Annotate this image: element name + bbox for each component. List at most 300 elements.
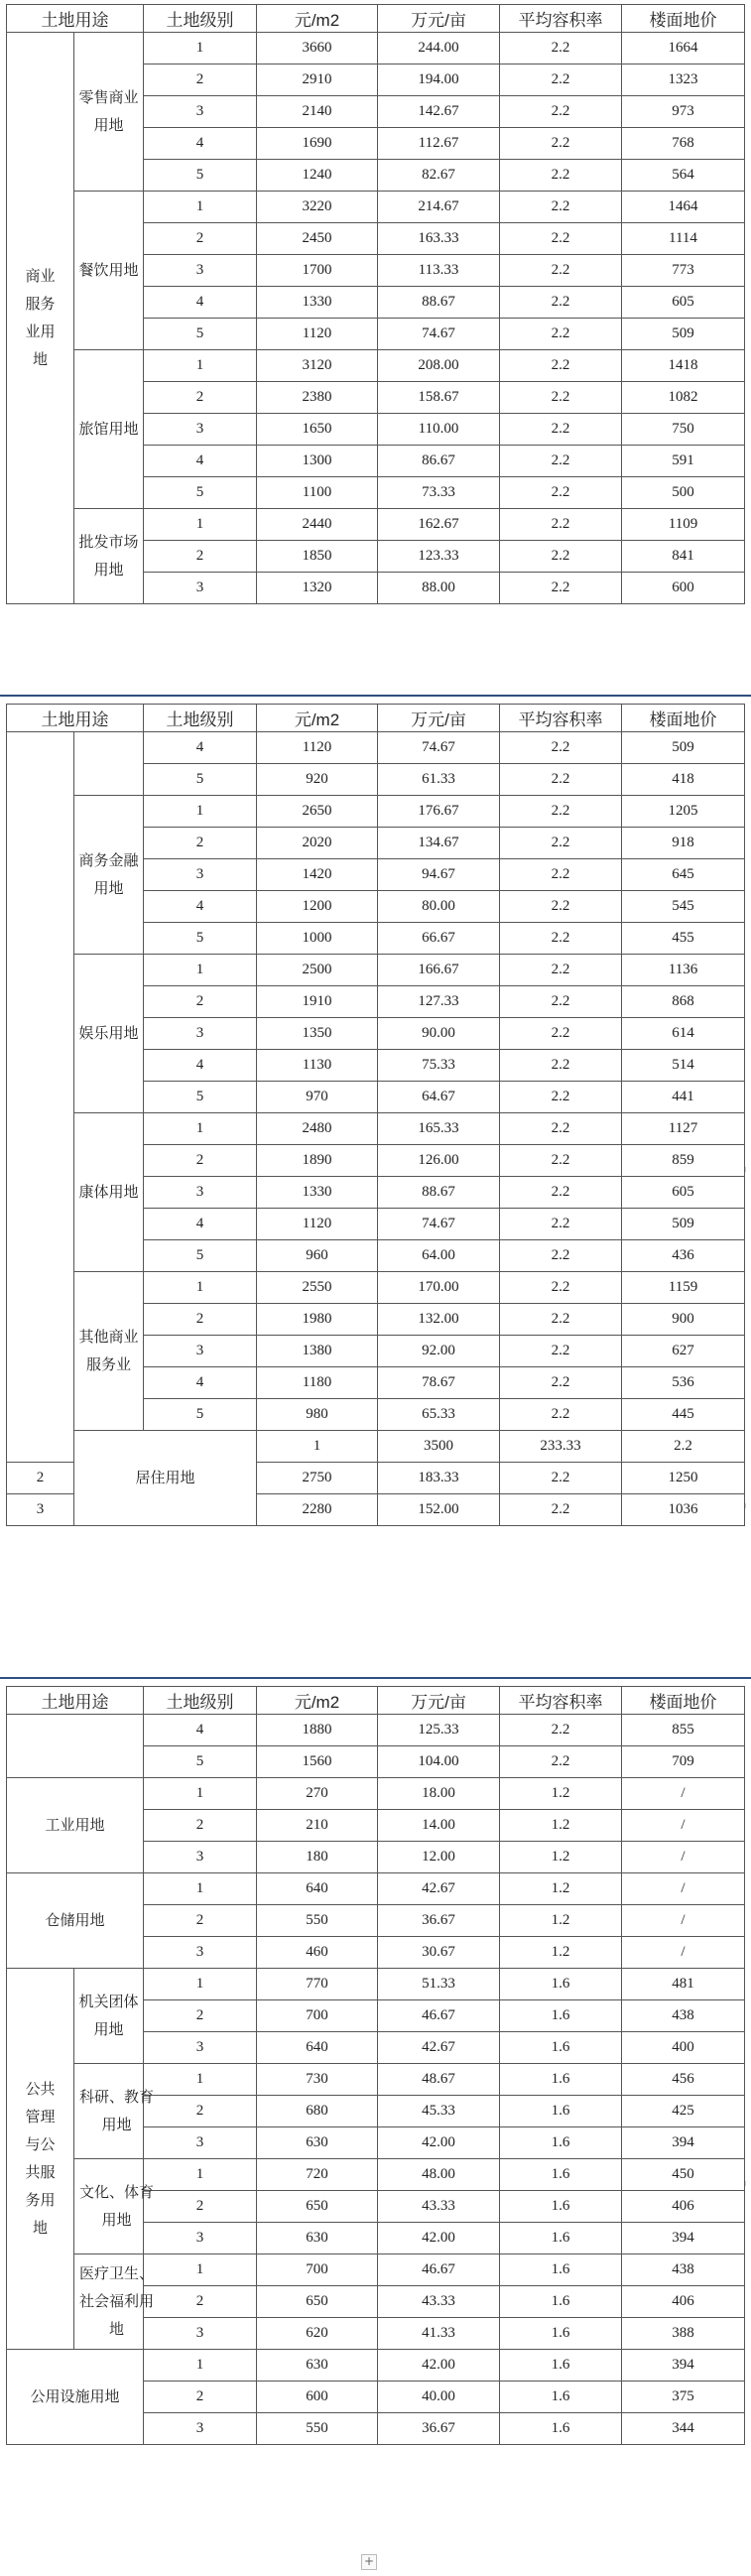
land-grade: 1: [144, 2254, 257, 2286]
land-use-subcategory: 其他商业服务业: [74, 1272, 144, 1431]
price-per-m2: 1420: [257, 859, 378, 891]
land-grade: 2: [7, 1463, 74, 1494]
land-grade: 5: [144, 923, 257, 955]
floor-price: 509: [622, 1209, 745, 1240]
price-per-mu: 41.33: [378, 2318, 500, 2350]
avg-plot-ratio: 2.2: [500, 1494, 622, 1526]
price-per-m2: 1690: [257, 128, 378, 160]
floor-price: 773: [622, 255, 745, 287]
price-per-m2: 1240: [257, 160, 378, 192]
land-use-subcategory: 康体用地: [74, 1113, 144, 1272]
avg-plot-ratio: 2.2: [500, 128, 622, 160]
price-per-mu: 18.00: [378, 1778, 500, 1810]
floor-price: 614: [622, 1018, 745, 1050]
price-per-mu: 90.00: [378, 1018, 500, 1050]
table-row: [7, 509, 745, 541]
table-row: [7, 1778, 745, 1810]
price-per-m2: 1120: [257, 319, 378, 350]
land-price-table-page-3: [6, 1686, 745, 2445]
price-per-mu: 82.67: [378, 160, 500, 192]
land-grade: 3: [144, 2223, 257, 2254]
avg-plot-ratio: 2.2: [500, 859, 622, 891]
avg-plot-ratio: 2.2: [500, 955, 622, 986]
price-per-mu: 75.33: [378, 1050, 500, 1082]
price-per-m2: 720: [257, 2159, 378, 2191]
land-grade: 5: [144, 1082, 257, 1113]
avg-plot-ratio: 2.2: [500, 764, 622, 796]
avg-plot-ratio: 1.6: [500, 2064, 622, 2096]
price-per-mu: 42.00: [378, 2127, 500, 2159]
floor-price: /: [622, 1842, 745, 1873]
price-per-mu: 12.00: [378, 1842, 500, 1873]
land-use-subcategory: 旅馆用地: [74, 350, 144, 509]
price-per-m2: 1330: [257, 1177, 378, 1209]
land-grade: 5: [144, 319, 257, 350]
land-use-subcategory: 娱乐用地: [74, 955, 144, 1113]
land-grade: 4: [144, 128, 257, 160]
land-grade: 3: [144, 1018, 257, 1050]
price-per-m2: 3660: [257, 33, 378, 64]
floor-price: 841: [622, 541, 745, 573]
floor-price: 394: [622, 2127, 745, 2159]
avg-plot-ratio: 2.2: [500, 96, 622, 128]
table-header-row: [7, 705, 745, 732]
land-use-category: 商业服务业用地: [7, 33, 74, 604]
column-header: 土地级别: [144, 705, 257, 732]
price-per-mu: 104.00: [378, 1746, 500, 1778]
column-header: 元/m2: [257, 705, 378, 732]
price-per-m2: 640: [257, 2032, 378, 2064]
avg-plot-ratio: 2.2: [500, 1018, 622, 1050]
floor-price: /: [622, 1810, 745, 1842]
floor-price: 545: [622, 891, 745, 923]
price-per-mu: 132.00: [378, 1304, 500, 1336]
land-grade: 4: [144, 1367, 257, 1399]
price-per-mu: 14.00: [378, 1810, 500, 1842]
table-row: [7, 1431, 745, 1463]
price-per-m2: 1910: [257, 986, 378, 1018]
price-per-mu: 42.00: [378, 2350, 500, 2382]
price-per-m2: 1320: [257, 573, 378, 604]
price-per-mu: 86.67: [378, 446, 500, 477]
price-per-m2: 680: [257, 2096, 378, 2127]
land-grade: 5: [144, 477, 257, 509]
price-per-m2: 270: [257, 1778, 378, 1810]
price-per-m2: 770: [257, 1969, 378, 2000]
floor-price: 438: [622, 2254, 745, 2286]
price-per-m2: 1850: [257, 541, 378, 573]
price-per-mu: 42.67: [378, 2032, 500, 2064]
land-price-table-page-1: [6, 4, 745, 604]
floor-price: 375: [622, 2382, 745, 2413]
column-header: 楼面地价: [622, 705, 745, 732]
land-use-category: 公共管理与公共服务用地: [7, 1969, 74, 2350]
land-grade: 1: [144, 350, 257, 382]
avg-plot-ratio: 1.6: [500, 2096, 622, 2127]
price-per-mu: 208.00: [378, 350, 500, 382]
price-per-m2: 1890: [257, 1145, 378, 1177]
table-row: [7, 350, 745, 382]
price-per-mu: 94.67: [378, 859, 500, 891]
page-edge-mark: [745, 1167, 751, 1172]
land-use-subcategory: 医疗卫生、社会福利用地: [74, 2254, 144, 2350]
land-grade: 1: [144, 33, 257, 64]
price-per-mu: 244.00: [378, 33, 500, 64]
floor-price: 1418: [622, 350, 745, 382]
price-per-m2: 1650: [257, 414, 378, 446]
price-per-mu: 61.33: [378, 764, 500, 796]
price-per-m2: 1700: [257, 255, 378, 287]
price-per-mu: 126.00: [378, 1145, 500, 1177]
land-grade: 1: [144, 2064, 257, 2096]
price-per-mu: 170.00: [378, 1272, 500, 1304]
land-grade: 2: [144, 1304, 257, 1336]
floor-price: 605: [622, 1177, 745, 1209]
land-grade: 2: [144, 828, 257, 859]
price-per-mu: 134.67: [378, 828, 500, 859]
land-grade: 5: [144, 764, 257, 796]
floor-price: 859: [622, 1145, 745, 1177]
floor-price: 344: [622, 2413, 745, 2445]
floor-price: 536: [622, 1367, 745, 1399]
column-header: 土地用途: [7, 5, 144, 33]
floor-price: 605: [622, 287, 745, 319]
avg-plot-ratio: 1.6: [500, 2413, 622, 2445]
floor-price: 1082: [622, 382, 745, 414]
land-grade: 2: [144, 382, 257, 414]
floor-price: 394: [622, 2350, 745, 2382]
price-per-mu: 40.00: [378, 2382, 500, 2413]
price-per-m2: 3500: [378, 1431, 500, 1463]
floor-price: 750: [622, 414, 745, 446]
land-grade: 4: [144, 732, 257, 764]
page-break-2: [0, 1677, 751, 1679]
land-grade: 5: [144, 1746, 257, 1778]
price-per-m2: 2650: [257, 796, 378, 828]
price-per-mu: 158.67: [378, 382, 500, 414]
floor-price: 509: [622, 732, 745, 764]
land-use-category: [7, 732, 74, 1463]
avg-plot-ratio: 1.6: [500, 2254, 622, 2286]
land-grade: 1: [144, 2350, 257, 2382]
table-row: [7, 2064, 745, 2096]
page-break-1: [0, 695, 751, 697]
avg-plot-ratio: 1.6: [500, 2159, 622, 2191]
table-row: [7, 1969, 745, 2000]
floor-price: 445: [622, 1399, 745, 1431]
price-per-m2: 730: [257, 2064, 378, 2096]
land-use-subcategory: 餐饮用地: [74, 192, 144, 350]
avg-plot-ratio: 2.2: [500, 891, 622, 923]
price-per-m2: 460: [257, 1937, 378, 1969]
land-use-subcategory: 文化、体育用地: [74, 2159, 144, 2254]
price-per-mu: 110.00: [378, 414, 500, 446]
land-grade: 1: [144, 192, 257, 223]
land-grade: 1: [144, 1778, 257, 1810]
land-grade: 1: [144, 1969, 257, 2000]
price-per-m2: 1120: [257, 732, 378, 764]
land-grade: 3: [144, 2127, 257, 2159]
land-price-table-page-2: [6, 704, 745, 1526]
avg-plot-ratio: 2.2: [500, 414, 622, 446]
price-per-mu: 92.00: [378, 1336, 500, 1367]
floor-price: 1109: [622, 509, 745, 541]
floor-price: 436: [622, 1240, 745, 1272]
land-grade: 1: [144, 2159, 257, 2191]
avg-plot-ratio: 1.2: [500, 1810, 622, 1842]
land-grade: 1: [144, 955, 257, 986]
price-per-m2: 920: [257, 764, 378, 796]
price-per-mu: 152.00: [378, 1494, 500, 1526]
floor-price: /: [622, 1873, 745, 1905]
floor-price: 855: [622, 1715, 745, 1746]
avg-plot-ratio: 2.2: [500, 1715, 622, 1746]
floor-price: 456: [622, 2064, 745, 2096]
page-edge-mark: [745, 1503, 751, 1508]
price-per-mu: 65.33: [378, 1399, 500, 1431]
price-per-mu: 162.67: [378, 509, 500, 541]
page-edge-mark: [745, 2181, 751, 2186]
land-use-subcategory: 科研、教育用地: [74, 2064, 144, 2159]
avg-plot-ratio: 2.2: [500, 1463, 622, 1494]
price-per-m2: 1330: [257, 287, 378, 319]
price-per-m2: 2020: [257, 828, 378, 859]
avg-plot-ratio: 2.2: [622, 1431, 745, 1463]
land-grade: 2: [144, 986, 257, 1018]
land-grade: 2: [144, 64, 257, 96]
column-header: 土地级别: [144, 5, 257, 33]
price-per-m2: 3220: [257, 192, 378, 223]
floor-price: 455: [622, 923, 745, 955]
land-grade: 2: [144, 541, 257, 573]
land-use-category: 仓储用地: [7, 1873, 144, 1969]
floor-price: 441: [622, 1082, 745, 1113]
price-per-mu: 74.67: [378, 319, 500, 350]
land-grade: 4: [144, 1715, 257, 1746]
price-per-mu: 113.33: [378, 255, 500, 287]
avg-plot-ratio: 2.2: [500, 509, 622, 541]
price-per-mu: 125.33: [378, 1715, 500, 1746]
price-per-mu: 64.67: [378, 1082, 500, 1113]
floor-price: 645: [622, 859, 745, 891]
floor-price: 1464: [622, 192, 745, 223]
avg-plot-ratio: 1.6: [500, 2000, 622, 2032]
floor-price: 768: [622, 128, 745, 160]
price-per-mu: 183.33: [378, 1463, 500, 1494]
column-header: 元/m2: [257, 1687, 378, 1715]
price-per-mu: 176.67: [378, 796, 500, 828]
land-use-subcategory: 零售商业用地: [74, 33, 144, 192]
price-per-m2: 650: [257, 2286, 378, 2318]
floor-price: 425: [622, 2096, 745, 2127]
price-per-m2: 2500: [257, 955, 378, 986]
price-per-m2: 2440: [257, 509, 378, 541]
price-per-m2: 700: [257, 2254, 378, 2286]
column-header: 土地用途: [7, 705, 144, 732]
avg-plot-ratio: 2.2: [500, 1304, 622, 1336]
floor-price: 1250: [622, 1463, 745, 1494]
table-row: [7, 796, 745, 828]
land-grade: 2: [144, 2096, 257, 2127]
avg-plot-ratio: 1.2: [500, 1905, 622, 1937]
avg-plot-ratio: 2.2: [500, 923, 622, 955]
avg-plot-ratio: 1.6: [500, 2127, 622, 2159]
price-per-mu: 46.67: [378, 2254, 500, 2286]
price-per-m2: 180: [257, 1842, 378, 1873]
price-per-mu: 48.67: [378, 2064, 500, 2096]
price-per-m2: 2280: [257, 1494, 378, 1526]
land-grade: 3: [144, 414, 257, 446]
floor-price: 394: [622, 2223, 745, 2254]
price-per-m2: 600: [257, 2382, 378, 2413]
price-per-m2: 630: [257, 2350, 378, 2382]
avg-plot-ratio: 2.2: [500, 33, 622, 64]
table-row: [7, 192, 745, 223]
price-per-m2: 630: [257, 2223, 378, 2254]
price-per-mu: 88.00: [378, 573, 500, 604]
avg-plot-ratio: 2.2: [500, 1746, 622, 1778]
land-grade: 4: [144, 1050, 257, 1082]
land-use-subcategory: [74, 732, 144, 796]
land-grade: 1: [144, 1113, 257, 1145]
floor-price: 400: [622, 2032, 745, 2064]
land-use-subcategory: 机关团体用地: [74, 1969, 144, 2064]
price-per-mu: 112.67: [378, 128, 500, 160]
floor-price: /: [622, 1778, 745, 1810]
land-grade: 4: [144, 891, 257, 923]
avg-plot-ratio: 2.2: [500, 573, 622, 604]
add-row-handle[interactable]: +: [361, 2554, 377, 2570]
land-use-category: 工业用地: [7, 1778, 144, 1873]
land-grade: 2: [144, 2191, 257, 2223]
table-row: [7, 1715, 745, 1746]
avg-plot-ratio: 1.6: [500, 2032, 622, 2064]
column-header: 楼面地价: [622, 5, 745, 33]
avg-plot-ratio: 2.2: [500, 1272, 622, 1304]
price-per-mu: 163.33: [378, 223, 500, 255]
floor-price: 406: [622, 2286, 745, 2318]
price-per-mu: 80.00: [378, 891, 500, 923]
price-per-mu: 123.33: [378, 541, 500, 573]
column-header: 万元/亩: [378, 1687, 500, 1715]
price-per-m2: 700: [257, 2000, 378, 2032]
price-per-mu: 64.00: [378, 1240, 500, 1272]
floor-price: 406: [622, 2191, 745, 2223]
price-per-m2: 1300: [257, 446, 378, 477]
table-row: [7, 1113, 745, 1145]
land-grade: 5: [144, 160, 257, 192]
floor-price: 564: [622, 160, 745, 192]
land-grade: 1: [144, 509, 257, 541]
land-grade: 3: [144, 1842, 257, 1873]
price-per-m2: 1200: [257, 891, 378, 923]
land-grade: 3: [144, 1177, 257, 1209]
land-grade: 2: [144, 2382, 257, 2413]
land-grade: 2: [144, 1145, 257, 1177]
price-per-m2: 640: [257, 1873, 378, 1905]
land-use-category: 公用设施用地: [7, 2350, 144, 2445]
column-header: 平均容积率: [500, 5, 622, 33]
price-per-mu: 36.67: [378, 1905, 500, 1937]
avg-plot-ratio: 2.2: [500, 160, 622, 192]
avg-plot-ratio: 2.2: [500, 287, 622, 319]
price-per-m2: 650: [257, 2191, 378, 2223]
floor-price: 627: [622, 1336, 745, 1367]
land-grade: 3: [144, 1937, 257, 1969]
avg-plot-ratio: 1.2: [500, 1937, 622, 1969]
floor-price: 514: [622, 1050, 745, 1082]
floor-price: 868: [622, 986, 745, 1018]
floor-price: /: [622, 1937, 745, 1969]
avg-plot-ratio: 1.6: [500, 2286, 622, 2318]
price-per-mu: 194.00: [378, 64, 500, 96]
price-per-mu: 214.67: [378, 192, 500, 223]
price-per-m2: 2750: [257, 1463, 378, 1494]
table-row: [7, 2159, 745, 2191]
floor-price: 481: [622, 1969, 745, 2000]
price-per-mu: 127.33: [378, 986, 500, 1018]
floor-price: 973: [622, 96, 745, 128]
price-per-m2: 2550: [257, 1272, 378, 1304]
floor-price: 1159: [622, 1272, 745, 1304]
table-row: [7, 33, 745, 64]
avg-plot-ratio: 2.2: [500, 192, 622, 223]
floor-price: 1664: [622, 33, 745, 64]
price-per-m2: 970: [257, 1082, 378, 1113]
floor-price: 591: [622, 446, 745, 477]
avg-plot-ratio: 2.2: [500, 732, 622, 764]
land-use-category: 居住用地: [74, 1431, 257, 1526]
price-per-m2: 1180: [257, 1367, 378, 1399]
land-grade: 2: [144, 1905, 257, 1937]
avg-plot-ratio: 2.2: [500, 255, 622, 287]
land-grade: 3: [144, 1336, 257, 1367]
price-per-mu: 74.67: [378, 1209, 500, 1240]
avg-plot-ratio: 2.2: [500, 1050, 622, 1082]
land-grade: 1: [257, 1431, 378, 1463]
price-per-mu: 43.33: [378, 2191, 500, 2223]
avg-plot-ratio: 1.2: [500, 1842, 622, 1873]
column-header: 万元/亩: [378, 705, 500, 732]
avg-plot-ratio: 2.2: [500, 1240, 622, 1272]
price-per-m2: 630: [257, 2127, 378, 2159]
avg-plot-ratio: 2.2: [500, 1082, 622, 1113]
land-grade: 3: [144, 573, 257, 604]
price-per-m2: 3120: [257, 350, 378, 382]
floor-price: 900: [622, 1304, 745, 1336]
price-per-mu: 142.67: [378, 96, 500, 128]
price-per-m2: 1120: [257, 1209, 378, 1240]
price-per-m2: 1000: [257, 923, 378, 955]
floor-price: 388: [622, 2318, 745, 2350]
column-header: 土地级别: [144, 1687, 257, 1715]
avg-plot-ratio: 2.2: [500, 541, 622, 573]
avg-plot-ratio: 2.2: [500, 477, 622, 509]
floor-price: 709: [622, 1746, 745, 1778]
avg-plot-ratio: 2.2: [500, 1113, 622, 1145]
floor-price: /: [622, 1905, 745, 1937]
price-per-m2: 620: [257, 2318, 378, 2350]
land-use-subcategory: 批发市场用地: [74, 509, 144, 604]
price-per-m2: 2380: [257, 382, 378, 414]
land-use-subcategory: 商务金融用地: [74, 796, 144, 955]
price-per-mu: 73.33: [378, 477, 500, 509]
price-per-m2: 2910: [257, 64, 378, 96]
land-use-category: [7, 1715, 144, 1778]
avg-plot-ratio: 2.2: [500, 1399, 622, 1431]
price-per-mu: 45.33: [378, 2096, 500, 2127]
price-per-m2: 1100: [257, 477, 378, 509]
